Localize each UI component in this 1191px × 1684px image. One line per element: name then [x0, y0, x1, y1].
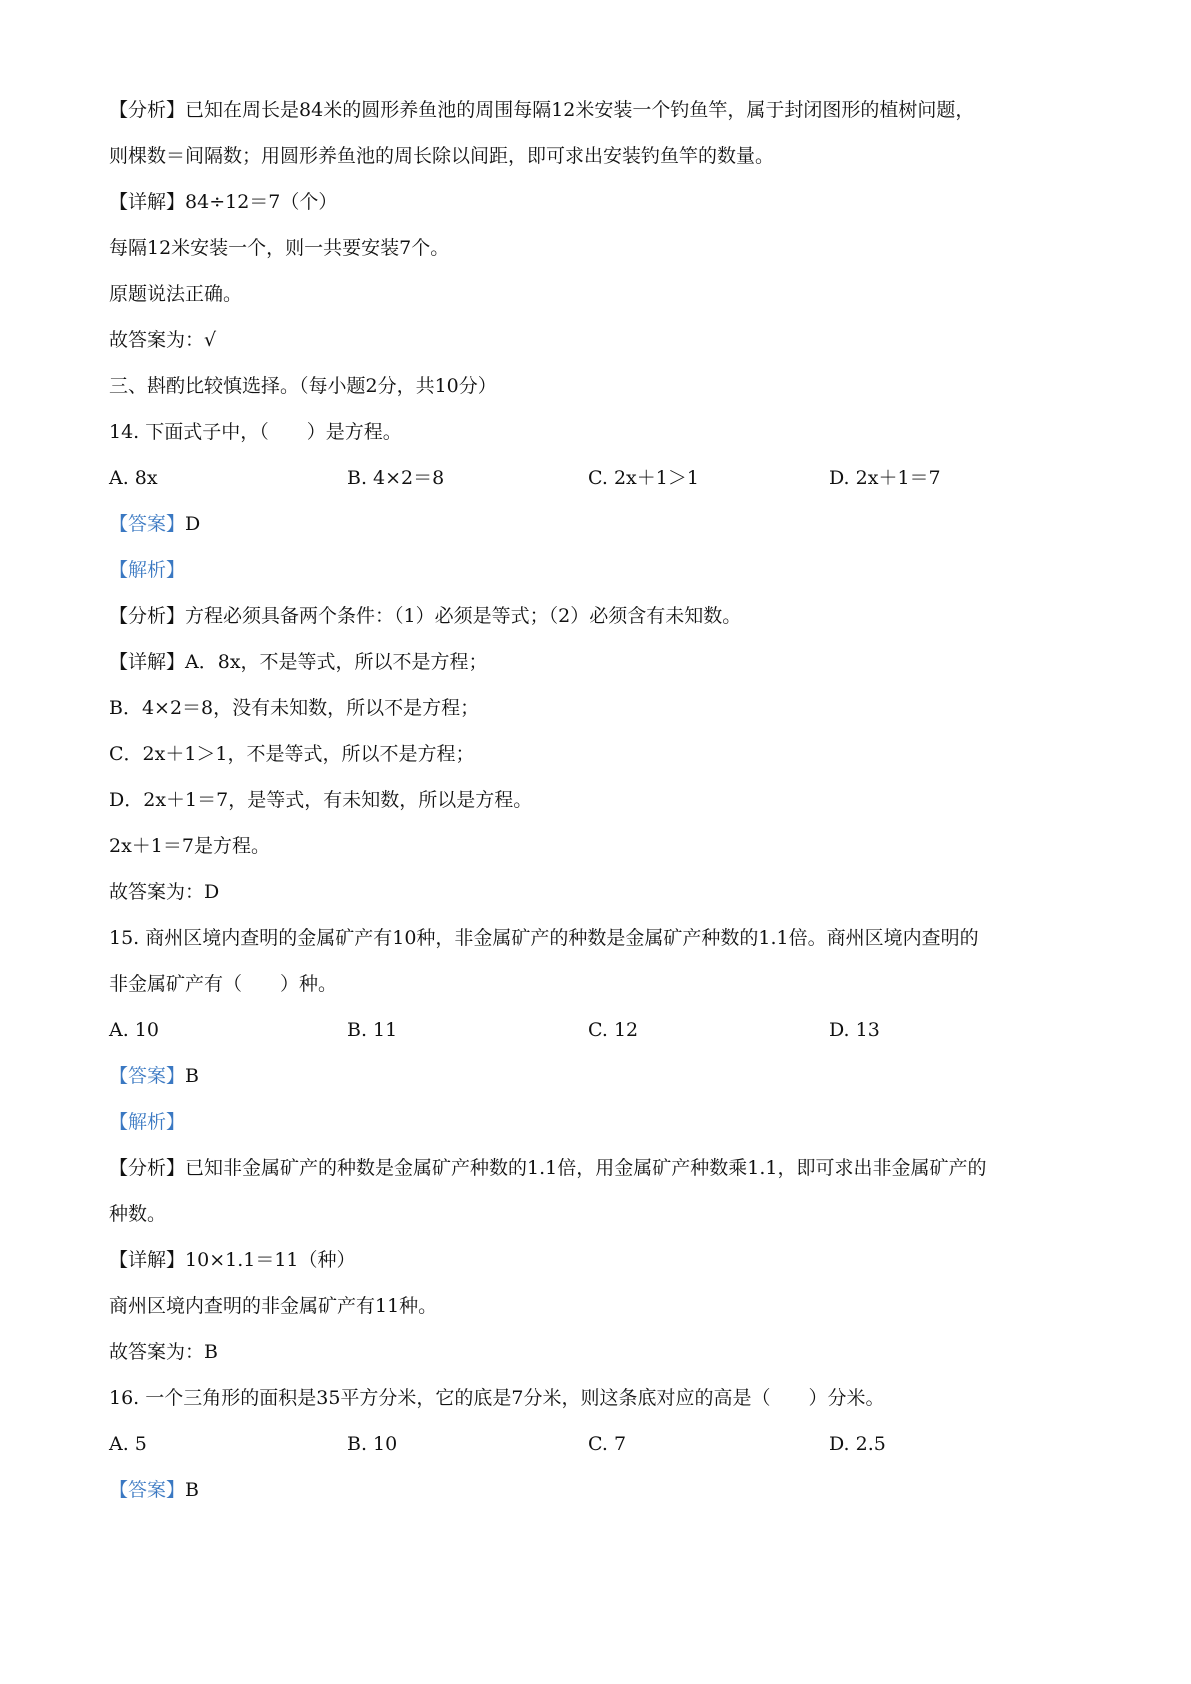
- q15-option-a: A. 10: [109, 1019, 159, 1041]
- q14-option-b: B. 4×2＝8: [347, 467, 445, 489]
- q13-detail: [109, 190, 337, 214]
- analysis-text: 已知非金属矿产的种数是金属矿产种数的1.1倍，用金属矿产种数乘1.1，即可求出非金属矿产的: [185, 1157, 987, 1179]
- check-mark: √: [204, 329, 217, 351]
- analysis-tag: 【分析】: [109, 1157, 186, 1179]
- q13-line-a: 每隔12米安装一个，则一共要安装7个。: [109, 237, 450, 259]
- q16-option-b: B. 10: [347, 1433, 398, 1455]
- analysis-text: 已知在周长是84米的圆形养鱼池的周围每隔12米安装一个钓鱼竿，属于封闭图形的植树问题，: [185, 99, 975, 121]
- analysis-tag: 【分析】: [109, 605, 186, 627]
- detail-tag: 【详解】: [109, 191, 186, 213]
- detail-text: A．8x，不是等式，所以不是方程；: [185, 651, 488, 673]
- q13-analysis-line2: 则棵数＝间隔数；用圆形养鱼池的周长除以间距，即可求出安装钓鱼竿的数量。: [109, 145, 775, 167]
- q15-detail: [109, 1248, 356, 1272]
- q16-option-c: C. 7: [588, 1433, 627, 1455]
- answer-value: D: [185, 513, 201, 535]
- q14-option-c: C. 2x＋1＞1: [588, 467, 699, 489]
- q15-option-c: C. 12: [588, 1019, 639, 1041]
- answer-prefix: 故答案为：: [109, 329, 205, 351]
- q14-detail-d: D．2x＋1＝7，是等式，有未知数，所以是方程。: [109, 789, 533, 811]
- q15-analysis-line1: [109, 1156, 986, 1180]
- q15-stem-line2: 非金属矿产有（ ）种。: [109, 973, 338, 995]
- q15-line-a: 商州区境内查明的非金属矿产有11种。: [109, 1295, 438, 1317]
- q16-stem: 16. 一个三角形的面积是35平方分米，它的底是7分米，则这条底对应的高是（ ）分米。: [109, 1387, 885, 1409]
- section-title: 三、斟酌比较慎选择。（每小题2分，共10分）: [109, 375, 497, 397]
- q13-analysis-line1: [109, 98, 974, 122]
- q16-answer: [109, 1478, 199, 1502]
- q14-explain-tag: 【解析】: [109, 559, 186, 581]
- q14-stem: 14. 下面式子中，（ ）是方程。: [109, 421, 402, 443]
- q13-answer: [109, 328, 216, 352]
- q14-analysis: [109, 604, 741, 628]
- q14-option-d: D. 2x＋1＝7: [829, 467, 941, 489]
- analysis-tag: 【分析】: [109, 99, 186, 121]
- q14-answer: [109, 512, 200, 536]
- answer-value: B: [185, 1065, 199, 1087]
- answer-tag: 【答案】: [109, 1065, 186, 1087]
- q14-detail-a: [109, 650, 488, 674]
- q16-option-d: D. 2.5: [829, 1433, 886, 1455]
- detail-text: 84÷12＝7（个）: [185, 191, 338, 213]
- q14-final: 故答案为：D: [109, 881, 220, 903]
- q15-answer: [109, 1064, 199, 1088]
- q15-final: 故答案为：B: [109, 1341, 218, 1363]
- q13-line-b: 原题说法正确。: [109, 283, 243, 305]
- detail-tag: 【详解】: [109, 651, 186, 673]
- q15-option-b: B. 11: [347, 1019, 398, 1041]
- answer-tag: 【答案】: [109, 1479, 186, 1501]
- q16-option-a: A. 5: [109, 1433, 147, 1455]
- q15-explain-tag: 【解析】: [109, 1111, 186, 1133]
- answer-tag: 【答案】: [109, 513, 186, 535]
- q15-stem-line1: 15. 商州区境内查明的金属矿产有10种，非金属矿产的种数是金属矿产种数的1.1倍。商州区境内查明的: [109, 927, 979, 949]
- answer-value: B: [185, 1479, 199, 1501]
- detail-tag: 【详解】: [109, 1249, 186, 1271]
- q14-detail-b: B．4×2＝8，没有未知数，所以不是方程；: [109, 697, 480, 719]
- q14-conclusion: 2x＋1＝7是方程。: [109, 835, 270, 857]
- q15-analysis-line2: 种数。: [109, 1203, 167, 1225]
- detail-text: 10×1.1＝11（种）: [185, 1249, 356, 1271]
- analysis-text: 方程必须具备两个条件：（1）必须是等式；（2）必须含有未知数。: [185, 605, 742, 627]
- q14-option-a: A. 8x: [109, 467, 158, 489]
- q14-detail-c: C．2x＋1＞1，不是等式，所以不是方程；: [109, 743, 475, 765]
- q15-option-d: D. 13: [829, 1019, 880, 1041]
